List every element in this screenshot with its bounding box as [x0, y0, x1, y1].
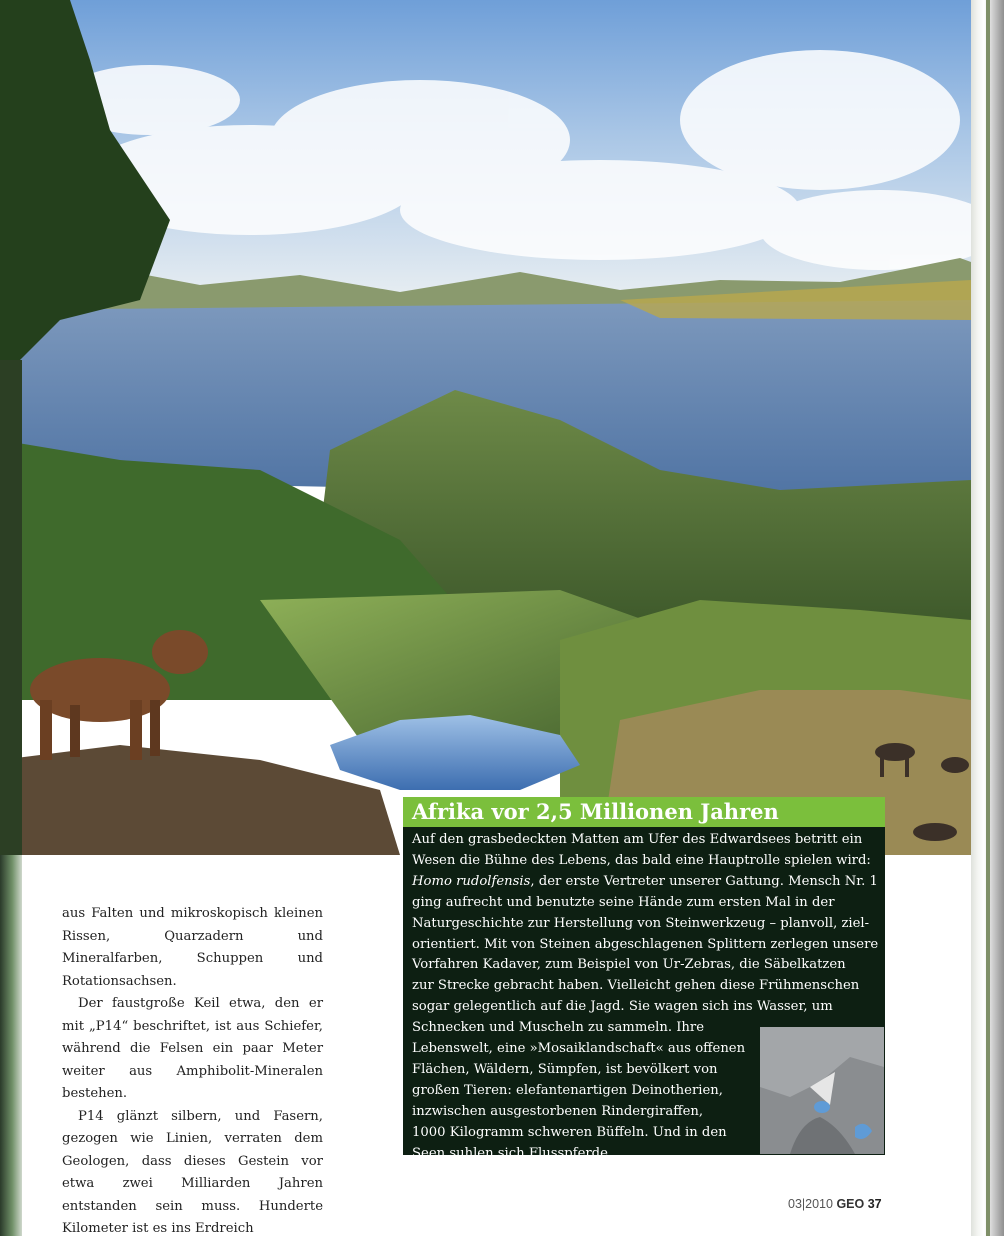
caption-title: Afrika vor 2,5 Millionen Jahren: [403, 797, 885, 827]
page-folio: [788, 1197, 882, 1211]
locator-map-graphic: [760, 1027, 884, 1154]
caption-line: Wesen die Bühne des Lebens, das bald eine Hauptrolle spielen wird:: [412, 852, 871, 868]
caption-line: 1000 Kilogramm schweren Büffeln. Und in den: [412, 1124, 727, 1140]
article-paragraph: aus Falten und mikroskopisch kleinen Rissen, Quarzadern und Mineralfarben, Schuppen und Rotationsachsen.: [62, 906, 323, 989]
caption-line: Vorfahren Kadaver, zum Beispiel von Ur-Zebras, die Säbelkatzen: [412, 957, 846, 973]
caption-line: zur Strecke gebracht haben. Vielleicht gehen diese Frühmenschen: [412, 978, 860, 994]
caption-box: [403, 797, 885, 1161]
article-paragraph: P14 glänzt silbern, und Fasern, gezogen wie Linien, verraten dem Geologen, dass dieses Gestein vor etwa zwei Milliarden Jahren entstanden sein muss. Hunderte Kilometer ist es ins Erdreich: [62, 1108, 323, 1236]
lake-marker: [814, 1101, 830, 1113]
caption-line: Flächen, Wäldern, Sümpfen, ist bevölkert von: [412, 1061, 718, 1077]
caption-line: Naturgeschichte zur Herstellung von Steinwerkzeug – planvoll, ziel-: [412, 915, 870, 931]
caption-line: ging aufrecht und benutzte seine Hände zum ersten Mal in der: [412, 894, 835, 910]
caption-line: Schnecken und Muscheln zu sammeln. Ihre: [412, 1020, 705, 1036]
tree-trunk: [0, 360, 22, 855]
page-number: 37: [867, 1197, 882, 1211]
article-paragraph: Der faustgroße Keil etwa, den er mit „P14“ beschriftet, ist aus Schiefer, während die Felsen ein paar Meter weiter aus Amphibolit-Mineralen bestehen.: [62, 996, 323, 1101]
species-name: Homo rudolfensis: [412, 873, 531, 889]
caption-line: orientiert. Mit von Steinen abgeschlagenen Splittern zerlegen unsere: [412, 936, 879, 952]
caption-line: Lebenswelt, eine »Mosaiklandschaft« aus offenen: [412, 1041, 746, 1057]
caption-line: [412, 872, 882, 893]
magazine-brand: GEO: [836, 1197, 865, 1211]
article-column: [62, 903, 323, 1241]
caption-line-rest: , der erste Vertreter unserer Gattung. Mensch Nr. 1: [530, 873, 878, 889]
caption-line: Auf den grasbedeckten Matten am Ufer des Edwardsees betritt ein: [412, 832, 863, 847]
caption-line: Seen suhlen sich Flusspferde.: [412, 1145, 613, 1161]
caption-line: inzwischen ausgestorbenen Rindergiraffen,: [412, 1103, 704, 1119]
locator-map: [760, 1027, 884, 1154]
caption-line: sogar gelegentlich auf die Jagd. Sie wagen sich ins Wasser, um: [412, 999, 833, 1015]
page-edge-stripe: [986, 0, 990, 1236]
issue-date: 03|2010: [788, 1197, 833, 1211]
caption-line: großen Tieren: elefantenartigen Deinotherien,: [412, 1082, 723, 1098]
